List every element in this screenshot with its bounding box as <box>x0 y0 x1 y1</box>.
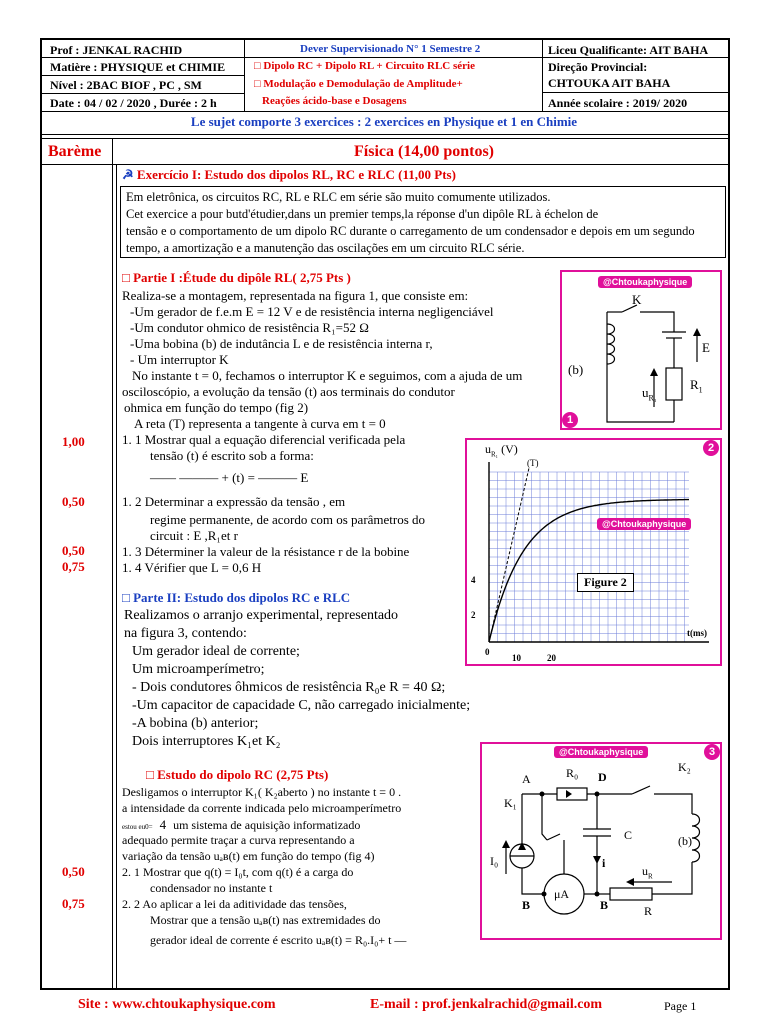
column-divider <box>112 138 113 988</box>
part2-line: Um gerador ideal de corrente; <box>132 644 300 659</box>
topic-line-2: □ Modulação e Demodulação de Amplitude+ <box>254 78 463 90</box>
part1-line: osciloscópio, a evolução da tensão (t) aos terminais do condutor <box>122 384 455 399</box>
header-divider <box>42 111 730 112</box>
fig3-i0-label: I₀ <box>490 854 499 868</box>
watermark-tag: @Chtoukaphysique <box>554 746 648 758</box>
footer-site: Site : www.chtoukaphysique.com <box>78 997 276 1012</box>
header-divider <box>542 92 730 93</box>
fig2-xtick: 0 <box>485 647 490 657</box>
fig2-xtick: 10 <box>512 653 521 663</box>
part1-line: Realiza-se a montagem, representada na figura 1, que consiste em: <box>122 288 469 303</box>
score: 0,50 <box>62 543 85 558</box>
fig3-r-label: R <box>644 904 653 918</box>
fig3-k1-label: K₁ <box>504 796 517 810</box>
score: 0,50 <box>62 864 85 879</box>
subject-note: Le sujet comporte 3 exercices : 2 exercices en Physique et 1 en Chimie <box>190 114 578 129</box>
part2-line: Realizamos o arranjo experimental, representado <box>124 608 399 623</box>
header-divider <box>244 40 245 111</box>
fig3-b-left-label: B <box>522 898 531 912</box>
score: 1,00 <box>62 434 85 449</box>
divider <box>42 164 730 165</box>
direction-name: CHTOUKA AIT BAHA <box>548 76 671 90</box>
page-number: Page 1 <box>664 999 697 1013</box>
rc-line: a intensidade da corrente indicada pelo microamperímetro <box>122 801 402 815</box>
rc-line: Desligamos o interruptor K₁( K₂aberto ) no instante t = 0 . <box>122 785 402 799</box>
part2-line: -A bobina (b) anterior; <box>132 716 259 731</box>
part1-title: □ Partie I :Étude du dipôle RL( 2,75 Pts ) <box>122 270 351 285</box>
divider <box>42 134 730 135</box>
school-year: Année scolaire : 2019/ 2020 <box>548 96 688 110</box>
fig3-b-right-label: B <box>600 898 609 912</box>
watermark-tag: @Chtoukaphysique <box>598 276 692 288</box>
figure-3: @Chtoukaphysique A R₀ D K₂ K₁ C (b) I₀ i $u_R$ μA B B R 3 <box>480 742 722 940</box>
footer-email: E-mail : prof.jenkalrachid@gmail.com <box>370 997 603 1012</box>
question-1-2-cont: regime permanente, de acordo com os parâmetros do <box>150 512 426 527</box>
fig3-i-label: i <box>602 856 606 870</box>
fig1-ur-label: u <box>642 385 649 400</box>
topic-line-1: □ Dipolo RC + Dipolo RL + Circuito RLC série <box>254 60 475 72</box>
direction-label: Direção Provincial: <box>548 60 648 74</box>
exercise1-intro: Em eletrônica, os circuitos RC, RL e RLC em série são muito comumente utilizados. Cet exercice a pour butd'étudier,dans un premier temps,la réponse d'un dipôle RL à échelon de tensão e o comportamento de um dipolo RC durante o carregamento de um condensador e depois em um segundo tempo, a amortização e a manutenção das oscilações em um circuito RLC série. <box>120 186 726 258</box>
fig2-ylabel: u <box>485 442 491 456</box>
fig3-coil-label: (b) <box>678 834 692 848</box>
watermark-tag: @Chtoukaphysique <box>597 518 691 530</box>
score: 0,75 <box>62 896 85 911</box>
part2-line: Um microamperímetro; <box>132 662 265 677</box>
part2-title: □ Parte II: Estudo dos dipolos RC e RLC <box>122 590 351 605</box>
question-2-2-cont: Mostrar que a tensão uₐʙ(t) nas extremidades do <box>150 913 381 927</box>
figure-2: $u_{R_1}$ (V) (T) @Chtoukaphysique Figure 2 t(ms) 0 10 20 4 2 2 <box>465 438 722 666</box>
exam-title: Dever Supervisionado N° 1 Semestre 2 <box>300 43 481 55</box>
fig3-r0-label: R₀ <box>566 766 579 780</box>
figure-1: @Chtoukaphysique K E (b) $u_{R_1}$ $R_1$ 1 <box>560 270 722 430</box>
figure-number-badge: 3 <box>704 744 720 760</box>
score: 0,75 <box>62 559 85 574</box>
subject: Matière : PHYSIQUE et CHIMIE <box>50 60 226 74</box>
pin-icon: ☭ <box>122 167 134 182</box>
figure-number-badge: 1 <box>562 412 578 428</box>
fig3-d-label: D <box>598 770 607 784</box>
rc-title: □ Estudo do dipolo RC (2,75 Pts) <box>146 767 329 782</box>
fig3-a-label: A <box>522 772 531 786</box>
school-name: Liceu Qualificante: AIT BAHA <box>548 43 709 57</box>
rc-line: adequado permite traçar a curva representando a <box>122 833 355 847</box>
fig2-yunit: (V) <box>501 442 518 456</box>
topic-line-3: Reações ácido-base e Dosagens <box>262 95 407 107</box>
date-duration: Date : 04 / 02 / 2020 , Durée : 2 h <box>50 96 217 110</box>
rc-small-note: estou eu0= <box>122 823 153 831</box>
fig2-xlabel: t(ms) <box>687 628 707 638</box>
bareme-label: Barème <box>48 143 102 160</box>
fig2-ytick: 2 <box>471 610 476 620</box>
question-1-4: 1. 4 Vérifier que L = 0,6 H <box>122 560 262 575</box>
part1-line: ohmica em função do tempo (fig 2) <box>124 400 309 415</box>
fig3-ur-label: u <box>642 864 648 878</box>
part2-line: Dois interruptores K₁et K₂ <box>132 734 281 749</box>
part1-line: -Uma bobina (b) de indutância L e de resistência interna r, <box>130 336 433 351</box>
divider <box>42 138 730 139</box>
rc-line: variação da tensão uₐʙ(t) em função do tempo (fig 4) <box>122 849 375 863</box>
part1-line: No instante t = 0, fechamos o interruptor K e seguimos, com a ajuda de um <box>132 368 523 383</box>
part2-line: - Dois condutores ôhmicos de resistência R₀e R = 40 Ω; <box>132 680 446 695</box>
score: 0,50 <box>62 494 85 509</box>
question-2-2-cont: gerador ideal de corrente é escrito uₐʙ(t) = R₀.I₀+ t — <box>150 933 407 947</box>
figure-number-badge: 2 <box>703 440 719 456</box>
bullet-icon: □ <box>254 60 261 72</box>
header-divider <box>542 40 543 111</box>
level: Nível : 2BAC BIOF , PC , SM <box>50 78 202 92</box>
part1-line: A reta (T) representa a tangente à curva em t = 0 <box>134 416 386 431</box>
equation-1-1: —— ——— + (t) = ——— E <box>150 470 309 485</box>
part2-line: -Um capacitor de capacidade C, não carregado inicialmente; <box>132 698 471 713</box>
fig1-e-label: E <box>702 340 710 355</box>
bullet-icon: □ <box>254 78 261 90</box>
fig2-xtick: 20 <box>547 653 556 663</box>
header-divider <box>42 75 244 76</box>
section-title: Física (14,00 pontos) <box>354 143 494 160</box>
fig1-r1-label: R <box>690 377 699 392</box>
question-1-1: 1. 1 Mostrar qual a equação diferencial verificada pela <box>122 432 406 447</box>
column-divider <box>116 164 117 988</box>
question-1-1-cont: tensão (t) é escrito sob a forma: <box>150 448 314 463</box>
question-1-2-cont: circuit : E ,R₁et r <box>150 528 238 543</box>
header-divider <box>42 93 244 94</box>
question-2-1-cont: condensador no instante t <box>150 881 273 895</box>
ur1-time-chart <box>467 440 720 664</box>
question-1-3: 1. 3 Déterminer la valeur de la résistance r de la bobine <box>122 544 410 559</box>
fig2-tangent-label: (T) <box>527 458 539 468</box>
fig1-k-label: K <box>632 292 642 307</box>
rc-value: 4 <box>159 817 167 832</box>
part1-line: -Um condutor ohmico de resistência R₁=52 Ω <box>130 320 369 335</box>
exercise1-title: ☭ Exercício I: Estudo dos dipolos RL, RC e RLC (11,00 Pts) <box>122 167 456 182</box>
fig3-k2-label: K₂ <box>678 760 691 774</box>
question-2-1: 2. 1 Mostrar que q(t) = I₀t, com q(t) é a carga do <box>122 865 354 879</box>
question-2-2: 2. 2 Ao aplicar a lei da aditividade das tensões, <box>122 897 347 911</box>
fig1-b-label: (b) <box>568 362 584 377</box>
teacher-name: Prof : JENKAL RACHID <box>50 43 183 57</box>
question-1-2: 1. 2 Determinar a expressão da tensão , em <box>122 494 346 509</box>
part1-line: - Um interruptor K <box>130 352 229 367</box>
rc-line: um sistema de aquisição informatizado <box>173 818 361 832</box>
part2-line: na figura 3, contendo: <box>124 626 247 641</box>
part1-line: -Um gerador de f.e.m E = 12 V e de resistência interna negligenciável <box>130 304 494 319</box>
fig3-ua-label: μA <box>554 887 570 901</box>
fig3-c-label: C <box>624 828 633 842</box>
fig2-caption: Figure 2 <box>577 573 634 592</box>
fig2-ytick: 4 <box>471 575 476 585</box>
